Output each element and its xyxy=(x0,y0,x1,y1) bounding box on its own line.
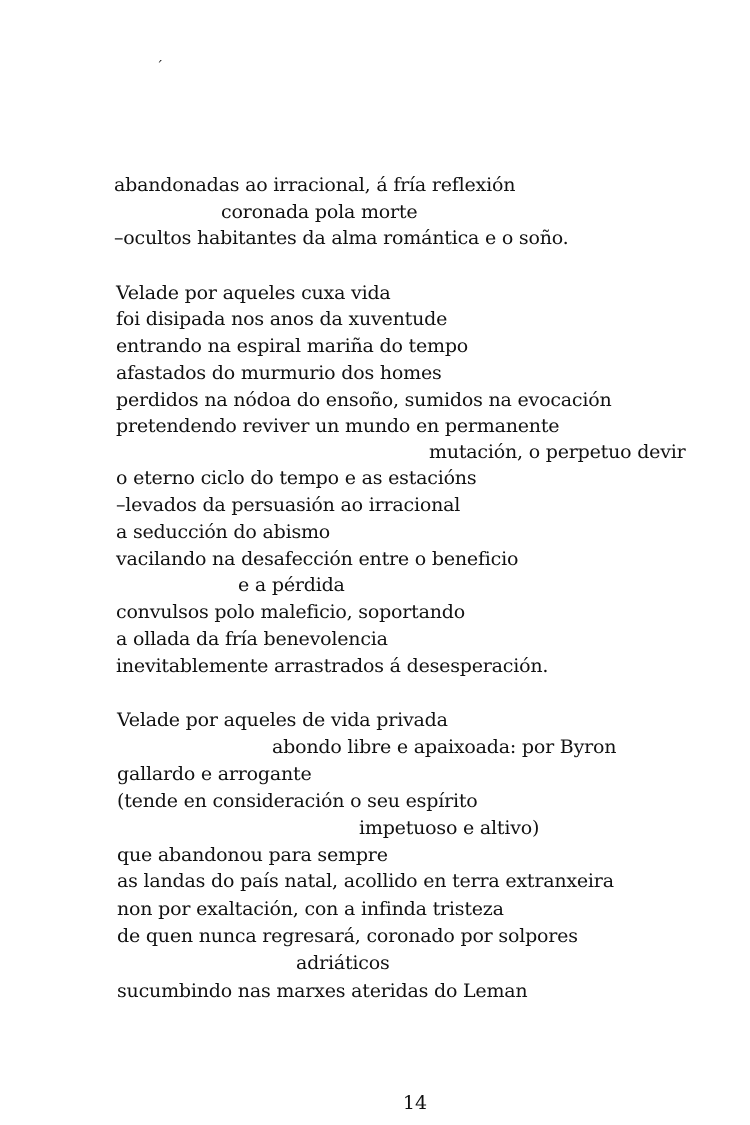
poem-line: Velade por aqueles cuxa vida xyxy=(116,282,391,304)
poem-line: as landas do país natal, acollido en terra extranxeira xyxy=(117,870,614,892)
poem-line: abondo libre e apaixoada: por Byron xyxy=(272,736,617,758)
poem-line: que abandonou para sempre xyxy=(117,844,388,866)
poem-line: convulsos polo maleficio, soportando xyxy=(116,601,465,623)
poem-line: entrando na espiral mariña do tempo xyxy=(116,335,469,357)
poem-line: impetuoso e altivo) xyxy=(359,817,540,839)
poem-line: foi disipada nos anos da xuventude xyxy=(116,308,448,330)
stray-mark: ´ xyxy=(156,59,163,75)
poem-line: adriáticos xyxy=(296,952,390,974)
poem-line: Velade por aqueles de vida privada xyxy=(117,709,448,731)
poem-line: coronada pola morte xyxy=(221,201,418,223)
poem-line: gallardo e arrogante xyxy=(117,763,312,785)
poem-line: inevitablemente arrastrados á desesperación. xyxy=(116,655,549,677)
poem-line: vacilando na desafección entre o beneficio xyxy=(116,548,519,570)
poem-line: non por exaltación, con a infinda tristeza xyxy=(117,898,504,920)
poem-line: e a pérdida xyxy=(238,574,345,596)
poem-line: –ocultos habitantes da alma romántica e o soño. xyxy=(114,227,569,249)
poem-line: a ollada da fría benevolencia xyxy=(116,628,388,650)
poem-line: –levados da persuasión ao irracional xyxy=(116,494,461,516)
page-number: 14 xyxy=(402,1092,428,1114)
poem-line: mutación, o perpetuo devir xyxy=(429,441,686,463)
poem-line: sucumbindo nas marxes ateridas do Leman xyxy=(117,980,528,1002)
poem-line: (tende en consideración o seu espírito xyxy=(117,790,478,812)
poem-line: de quen nunca regresará, coronado por solpores xyxy=(117,925,578,947)
poem-line: pretendendo reviver un mundo en permanente xyxy=(116,415,560,437)
poem-line: perdidos na nódoa do ensoño, sumidos na evocación xyxy=(116,389,612,411)
poem-line: o eterno ciclo do tempo e as estacións xyxy=(116,467,477,489)
poem-line: abandonadas ao irracional, á fría reflexión xyxy=(114,174,516,196)
poem-line: afastados do murmurio dos homes xyxy=(116,362,442,384)
poem-line: a seducción do abismo xyxy=(116,521,331,543)
